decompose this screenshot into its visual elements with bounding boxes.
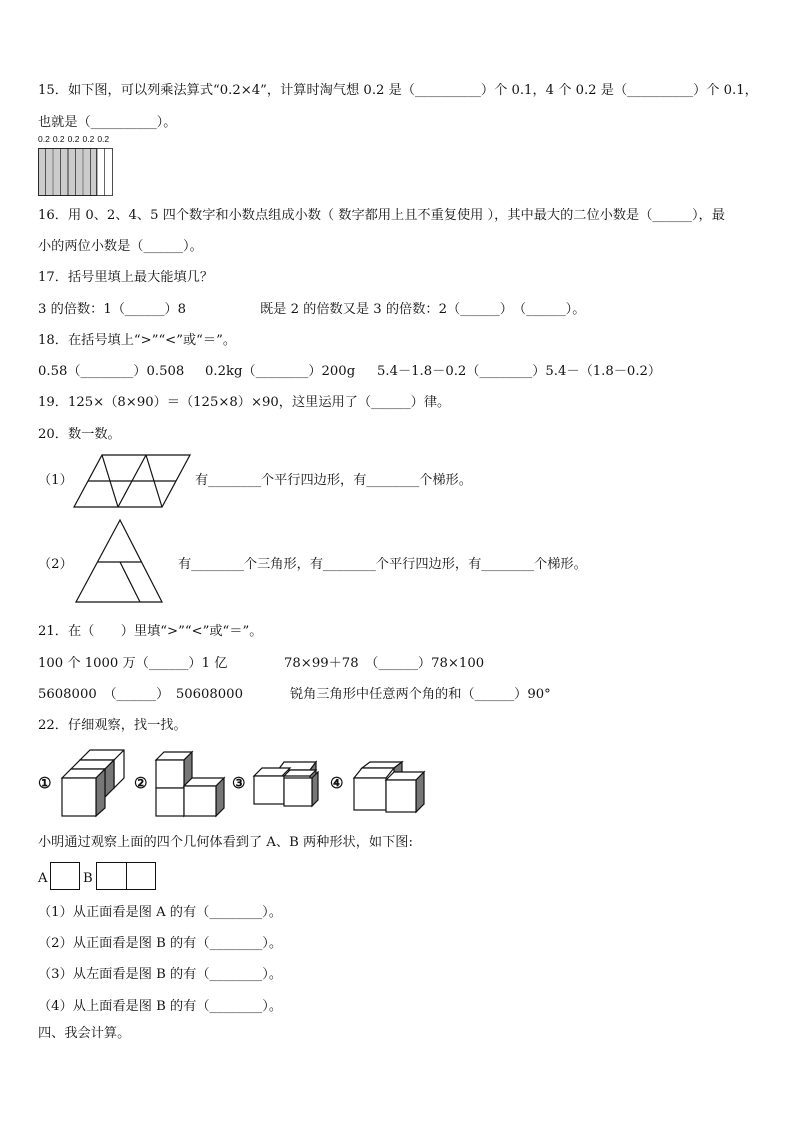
q22-item-4: （4）从上面看是图 B 的有（________）。 [38, 999, 283, 1014]
q18-a: 0.58（________）0.508 [38, 364, 185, 379]
q22-item-1: （1）从正面看是图 A 的有（________）。 [38, 905, 282, 920]
solid-figure-2 [152, 750, 228, 818]
fig3-label: ③ [232, 774, 246, 792]
q22-desc: 小明通过观察上面的四个几何体看到了 A、B 两种形状，如下图: [38, 835, 413, 850]
q18-title: 18．在括号填上“>”“<”或“＝”。 [38, 333, 237, 348]
q16-line2: 小的两位小数是（______）。 [38, 239, 203, 254]
q20-p2-label: （2） [38, 557, 73, 572]
shape-a-label: A [38, 871, 48, 886]
strip-label: 0.2 [38, 134, 50, 144]
shape-a-square [50, 862, 80, 890]
fig4-label: ④ [330, 774, 344, 792]
q22-item-3: （3）从左面看是图 B 的有（________）。 [38, 967, 283, 982]
strip-label: 0.2 [97, 134, 110, 144]
q15-strip-figure [38, 134, 118, 196]
q20-p2-text: 有________个三角形，有________个平行四边形，有________个梯形。 [178, 557, 587, 572]
q16-line1: 16．用 0、2、4、5 四个数字和小数点组成小数（ 数字都用上且不重复使用 ），其中最大的二位小数是（______），最 [38, 208, 725, 223]
q21-b: 78×99＋78 （______）78×100 [284, 656, 485, 671]
q21-d: 锐角三角形中任意两个角的和（______）90° [290, 687, 551, 702]
parallelogram-figure [74, 453, 192, 509]
q17-title: 17．括号里填上最大能填几？ [38, 270, 214, 285]
q20-p1-label: （1） [38, 473, 73, 488]
shape-b-label: B [83, 871, 93, 886]
triangle-figure [74, 518, 164, 604]
strip-label: 0.2 [67, 134, 80, 144]
solid-figure-4 [350, 760, 428, 816]
solid-figure-1 [58, 750, 130, 818]
q20-p1-text: 有________个平行四边形，有________个梯形。 [195, 473, 472, 488]
q17-b: 既是 2 的倍数又是 3 的倍数：2（______） （______）。 [260, 302, 586, 317]
q22-title: 22．仔细观察，找一找。 [38, 718, 187, 733]
decimal-strip-diagram [38, 148, 114, 196]
q18-c: 5.4－1.8－0.2（________）5.4－（1.8－0.2） [377, 364, 662, 379]
solid-figure-3 [250, 760, 322, 810]
q21-title: 21．在（ ）里填“>”“<”或“＝”。 [38, 624, 263, 639]
fig2-label: ② [134, 774, 148, 792]
q22-item-2: （2）从正面看是图 B 的有（________）。 [38, 936, 283, 951]
q21-a: 100 个 1000 万（______）1 亿 [38, 656, 228, 671]
strip-label: 0.2 [82, 134, 95, 144]
q15-line1: 15．如下图，可以列乘法算式“0.2×4”，计算时淘气想 0.2 是（__________）个 0.1，4 个 0.2 是（__________）个 0.1， [38, 83, 758, 98]
q20-title: 20．数一数。 [38, 427, 121, 442]
strip-label: 0.2 [52, 134, 65, 144]
section4-title: 四、我会计算。 [38, 1026, 131, 1041]
shape-b-squares [96, 862, 156, 890]
q19-text: 19．125×（8×90）＝（125×8）×90，这里运用了（______）律。 [38, 395, 451, 410]
q15-line2: 也就是（__________）。 [38, 115, 177, 130]
q18-b: 0.2kg（________）200g [205, 364, 356, 379]
q21-c: 5608000 （______） 50608000 [38, 687, 243, 702]
q17-a: 3 的倍数：1（______）8 [38, 302, 187, 317]
fig1-label: ① [38, 774, 52, 792]
